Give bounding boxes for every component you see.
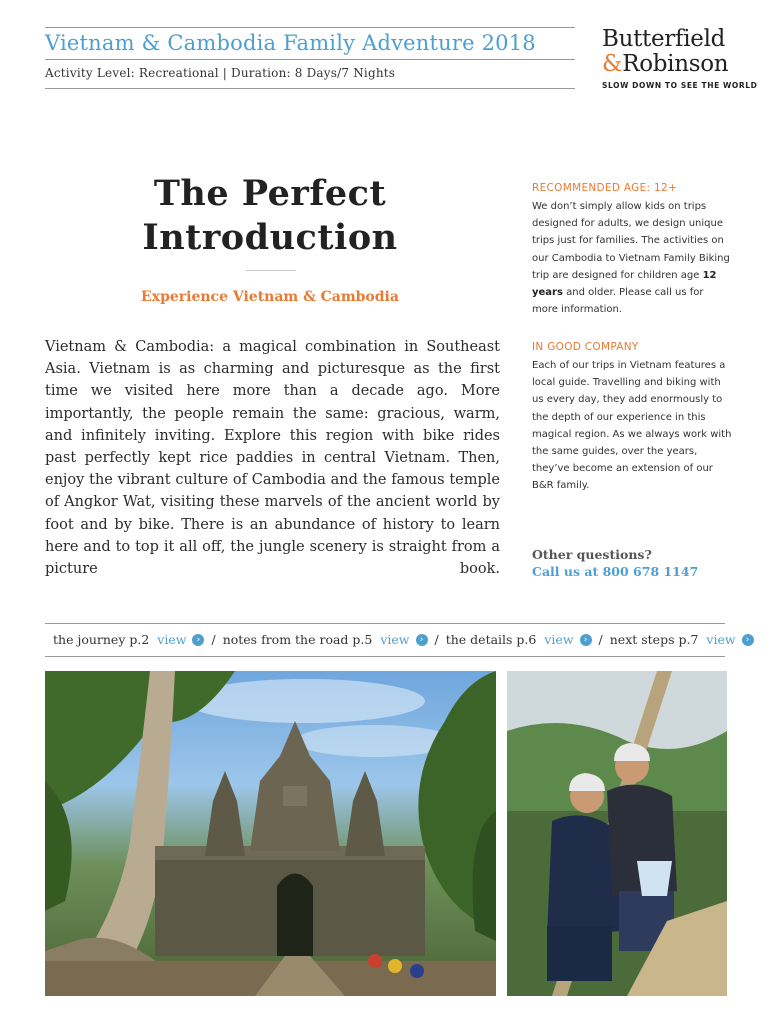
trip-meta: Activity Level: Recreational | Duration: 8 Days/7 Nights — [45, 66, 396, 80]
chevron-right-icon[interactable]: › — [416, 634, 428, 646]
age-heading: RECOMMENDED AGE: 12+ — [532, 182, 678, 194]
logo-tagline: SLOW DOWN TO SEE THE WORLD — [602, 81, 758, 90]
nav-next-steps-label: next steps p.7 — [609, 632, 699, 647]
intro-body: Vietnam & Cambodia: a magical combination in Southeast Asia. Vietnam is as charming and picturesque as the first time we visited here more than a decade ago. More importantly, the people remain the same: gracious, warm, and infinitely inviting. Explore this region with bike rides past perfectly kept rice paddies in central Vietnam. Then, enjoy the vibrant culture of Cambodia and the famous temple of Angkor Wat, visiting these marvels of the ancient world by foot and by bike. There is an abundance of history to learn here and to top it all off, the jungle scenery is straight from a picture book. — [45, 339, 500, 578]
nav-journey-label: the journey p.2 — [53, 632, 150, 647]
header-rule-top — [45, 27, 575, 28]
company-heading: IN GOOD COMPANY — [532, 341, 639, 353]
logo-ampersand: & — [602, 51, 623, 77]
sidebar-company — [532, 341, 732, 495]
age-text-bold: 12 years — [532, 269, 717, 299]
nav-rule-bottom — [45, 656, 725, 657]
call-us-link[interactable]: Call us at 800 678 1147 — [532, 564, 699, 579]
chevron-right-icon[interactable]: › — [742, 634, 754, 646]
page-headline: The Perfect Introduction — [142, 173, 398, 258]
age-text-end: and older. Please call us for more information. — [532, 287, 704, 316]
nav-details-view-link[interactable]: view — [544, 632, 574, 647]
nav-notes-label: notes from the road p.5 — [222, 632, 373, 647]
header-rule-middle — [45, 59, 575, 60]
nav-separator: / — [211, 632, 216, 647]
age-text-start: We don’t simply allow kids on trips designed for adults, we design unique trips just for families. The activities on our Cambodia to Vietnam Family Biking trip are designed for children age — [532, 201, 730, 281]
questions-label: Other questions? — [532, 547, 652, 562]
trip-title: Vietnam & Cambodia Family Adventure 2018 — [45, 31, 536, 55]
logo-line-2 — [602, 52, 732, 77]
nav-separator: / — [434, 632, 439, 647]
logo-line-1: Butterfield — [602, 26, 726, 52]
nav-details-label: the details p.6 — [445, 632, 537, 647]
sidebar-age — [532, 182, 732, 318]
nav-journey-view-link[interactable]: view — [157, 632, 187, 647]
logo-line-2-text: Robinson — [622, 51, 729, 77]
angkor-gate-photo — [45, 671, 496, 996]
header-rule-bottom — [45, 88, 575, 89]
nav-separator: / — [598, 632, 603, 647]
page-subhead: Experience Vietnam & Cambodia — [141, 289, 399, 305]
nav-rule-top — [45, 623, 725, 624]
company-text: Each of our trips in Vietnam features a local guide. Travelling and biking with us every day, they add enormously to the depth of our experience in this magical region. As we always work with the same guides, over the years, they’ve become an extension of our B&R family. — [532, 360, 732, 492]
headline-divider — [246, 270, 296, 271]
brand-logo — [602, 26, 758, 90]
page-nav — [53, 632, 754, 647]
nav-next-steps-view-link[interactable]: view — [706, 632, 736, 647]
contact-block — [532, 546, 698, 580]
chevron-right-icon[interactable]: › — [192, 634, 204, 646]
chevron-right-icon[interactable]: › — [580, 634, 592, 646]
family-cyclists-photo — [507, 671, 727, 996]
nav-notes-view-link[interactable]: view — [380, 632, 410, 647]
age-text — [532, 198, 732, 318]
